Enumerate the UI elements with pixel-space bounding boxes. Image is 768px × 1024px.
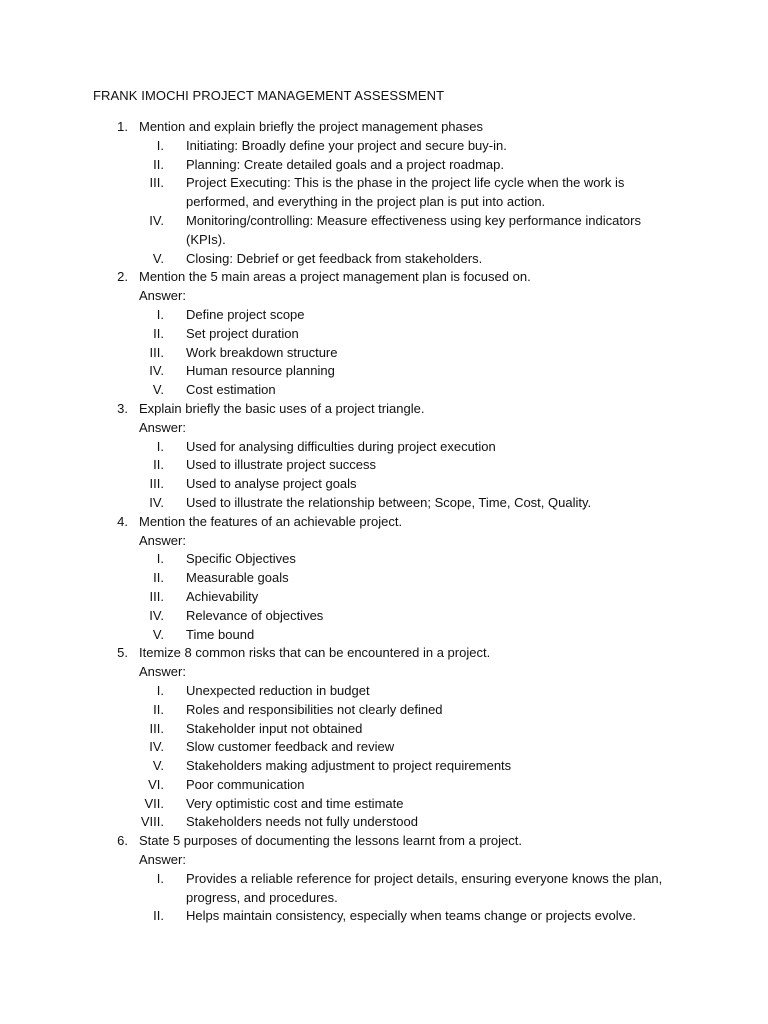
answer-item [0, 475, 768, 494]
question-line [0, 832, 768, 851]
answer-item-number: III. [149, 588, 164, 604]
question-line [0, 268, 768, 287]
question-item [0, 644, 768, 832]
answer-item-text: Measurable goals [186, 570, 289, 586]
answer-item [0, 813, 768, 832]
question-number: 2. [117, 269, 128, 285]
answer-item-number: III. [149, 720, 164, 736]
answer-item [0, 212, 768, 250]
answer-list [0, 438, 768, 513]
answer-item-number: I. [156, 306, 164, 322]
answer-item-number: VII. [144, 795, 164, 811]
answer-list [0, 870, 768, 926]
answer-label: Answer: [139, 288, 186, 304]
answer-item-number: IV. [149, 607, 164, 623]
answer-item [0, 325, 768, 344]
answer-item-text: Relevance of objectives [186, 607, 324, 623]
answer-item-number: II. [153, 325, 164, 341]
answer-item-text: Poor communication [186, 776, 305, 792]
answer-item-number: I. [156, 551, 164, 567]
answer-item-text: Planning: Create detailed goals and a project roadmap. [186, 156, 504, 172]
question-text: Mention and explain briefly the project management phases [139, 119, 483, 134]
answer-item [0, 494, 768, 513]
answer-item-number: V. [152, 382, 164, 398]
question-text: State 5 purposes of documenting the lessons learnt from a project. [139, 833, 522, 849]
answer-item-text: Unexpected reduction in budget [186, 682, 370, 698]
answer-item [0, 757, 768, 776]
answer-item-text: Roles and responsibilities not clearly defined [186, 701, 443, 717]
answer-item [0, 381, 768, 400]
answer-item [0, 456, 768, 475]
question-item [0, 513, 768, 645]
answer-list [0, 137, 768, 269]
answer-item-text: Slow customer feedback and review [186, 739, 395, 755]
answer-item-text: Define project scope [186, 306, 305, 322]
answer-item-text: Provides a reliable reference for project details, ensuring everyone knows the plan, progress, and procedures. [186, 870, 663, 905]
answer-item-number: IV. [149, 363, 164, 379]
answer-list [0, 306, 768, 400]
answer-item-text: Project Executing: This is the phase in the project life cycle when the work is performed, and everything in the project plan is put into action. [186, 175, 625, 210]
answer-item-text: Used to illustrate project success [186, 457, 377, 473]
answer-item-number: IV. [149, 212, 164, 228]
question-line [0, 118, 768, 137]
answer-item [0, 701, 768, 720]
answer-item-text: Stakeholder input not obtained [186, 720, 363, 736]
answer-item [0, 156, 768, 175]
answer-item-number: III. [149, 344, 164, 360]
answer-item-text: Specific Objectives [186, 551, 296, 567]
answer-item-number: I. [156, 870, 164, 886]
answer-item [0, 438, 768, 457]
answer-item-number: VI. [148, 776, 164, 792]
answer-label: Answer: [139, 419, 186, 435]
answer-label: Answer: [139, 664, 186, 680]
question-text: Itemize 8 common risks that can be encountered in a project. [139, 645, 491, 661]
answer-item [0, 588, 768, 607]
answer-item [0, 362, 768, 381]
answer-item [0, 174, 768, 212]
answer-item-number: IV. [149, 494, 164, 510]
answer-item-text: Helps maintain consistency, especially when teams change or projects evolve. [186, 908, 636, 924]
answer-item-text: Initiating: Broadly define your project and secure buy-in. [186, 137, 507, 153]
answer-item [0, 870, 768, 908]
answer-item-number: I. [156, 137, 164, 153]
answer-item-number: V. [152, 626, 164, 642]
answer-item-text: Cost estimation [186, 382, 276, 398]
answer-item [0, 306, 768, 325]
answer-item-text: Used for analysing difficulties during project execution [186, 438, 496, 454]
answer-item-number: III. [149, 476, 164, 492]
answer-item-number: I. [156, 682, 164, 698]
question-item [0, 400, 768, 513]
answer-item [0, 569, 768, 588]
answer-item-text: Human resource planning [186, 363, 335, 379]
answer-item-number: V. [152, 758, 164, 774]
question-text: Mention the features of an achievable project. [139, 513, 403, 529]
answer-list [0, 550, 768, 644]
answer-item [0, 626, 768, 645]
answer-item [0, 550, 768, 569]
answer-item-text: Very optimistic cost and time estimate [186, 795, 404, 811]
answer-item-number: II. [153, 457, 164, 473]
question-item [0, 268, 768, 400]
answer-item-number: II. [153, 570, 164, 586]
question-list [0, 118, 768, 926]
answer-label: Answer: [139, 852, 186, 868]
question-number: 3. [117, 400, 128, 416]
answer-item-text: Used to analyse project goals [186, 476, 357, 492]
question-item [0, 118, 768, 268]
answer-item [0, 720, 768, 739]
question-text: Explain briefly the basic uses of a project triangle. [139, 400, 425, 416]
question-number: 4. [117, 513, 128, 529]
answer-list [0, 682, 768, 832]
answer-item [0, 907, 768, 926]
answer-item-text: Stakeholders making adjustment to project requirements [186, 758, 512, 774]
answer-item-text: Time bound [186, 626, 255, 642]
answer-item-text: Set project duration [186, 325, 299, 341]
answer-item-number: II. [153, 156, 164, 172]
answer-item [0, 607, 768, 626]
answer-item-number: VIII. [140, 814, 164, 830]
answer-item [0, 344, 768, 363]
question-number: 6. [117, 833, 128, 849]
document-title: FRANK IMOCHI PROJECT MANAGEMENT ASSESSMENT [93, 88, 445, 103]
question-line [0, 644, 768, 663]
question-number: 1. [117, 119, 128, 134]
question-item [0, 832, 768, 926]
answer-item-text: Monitoring/controlling: Measure effectiveness using key performance indicators (KPIs). [186, 212, 641, 247]
answer-item-text: Used to illustrate the relationship between; Scope, Time, Cost, Quality. [186, 494, 592, 510]
answer-item [0, 682, 768, 701]
question-line [0, 400, 768, 419]
answer-item [0, 738, 768, 757]
question-text: Mention the 5 main areas a project management plan is focused on. [139, 269, 531, 285]
answer-item-text: Stakeholders needs not fully understood [186, 814, 418, 830]
answer-item [0, 776, 768, 795]
answer-item-text: Achievability [186, 588, 259, 604]
answer-item-number: I. [156, 438, 164, 454]
answer-item-text: Closing: Debrief or get feedback from stakeholders. [186, 250, 483, 266]
answer-item-number: V. [152, 250, 164, 266]
answer-item-text: Work breakdown structure [186, 344, 338, 360]
answer-item-number: II. [153, 701, 164, 717]
answer-label: Answer: [139, 532, 186, 548]
question-number: 5. [117, 645, 128, 661]
answer-item [0, 250, 768, 269]
answer-item-number: III. [149, 175, 164, 191]
answer-item-number: IV. [149, 739, 164, 755]
answer-item [0, 137, 768, 156]
question-line [0, 513, 768, 532]
answer-item [0, 795, 768, 814]
answer-item-number: II. [153, 908, 164, 924]
